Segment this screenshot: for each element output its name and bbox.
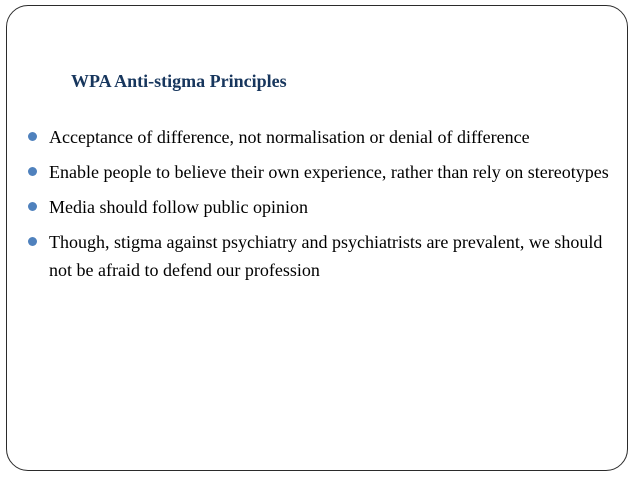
bullet-text: Enable people to believe their own experience, rather than rely on stereotypes — [49, 162, 609, 182]
bullet-dot-icon — [28, 167, 37, 176]
bullet-dot-icon — [28, 202, 37, 211]
bullet-text: Acceptance of difference, not normalisation or denial of difference — [49, 127, 530, 147]
slide-title: WPA Anti-stigma Principles — [71, 71, 287, 91]
bullet-dot-icon — [28, 237, 37, 246]
bullet-text: Though, stigma against psychiatry and psychiatrists are prevalent, we should not be afraid to defend our profession — [49, 232, 603, 280]
bullet-item — [23, 123, 619, 151]
bullet-item — [23, 228, 619, 284]
slide-frame — [6, 5, 628, 471]
bullet-list — [23, 123, 619, 291]
bullet-item — [23, 158, 619, 186]
bullet-dot-icon — [28, 132, 37, 141]
bullet-item — [23, 193, 619, 221]
bullet-text: Media should follow public opinion — [49, 197, 308, 217]
